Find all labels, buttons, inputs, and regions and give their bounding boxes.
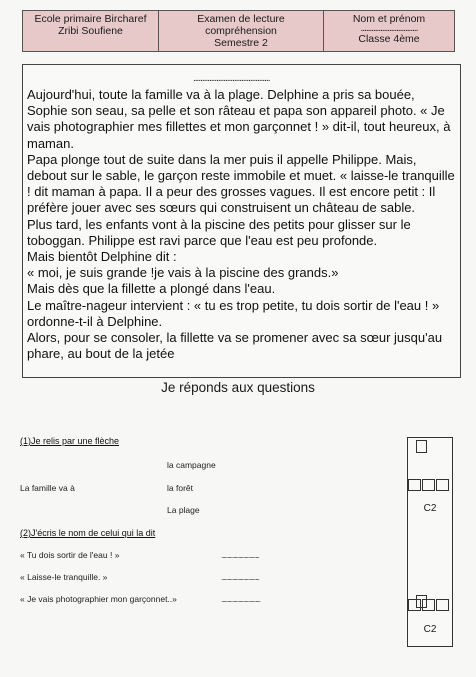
answer-blank-3[interactable]: ................................ bbox=[221, 595, 261, 604]
paragraph: Mais dès que la fillette a plongé dans l'eau. bbox=[27, 281, 276, 297]
score-box[interactable] bbox=[408, 599, 421, 611]
quote-1: « Tu dois sortir de l'eau ! » bbox=[20, 550, 120, 560]
paragraph: Plus tard, les enfants vont à la piscine des petits pour glisser sur le toboggan. Philippe est ravi parce que l'eau est peu profonde. bbox=[27, 216, 411, 248]
option-campagne[interactable]: la campagne bbox=[167, 460, 216, 470]
criterion-label-1: C2 bbox=[423, 503, 437, 514]
paragraph: Le maître-nageur intervient : « tu es trop petite, tu dois sortir de l'eau ! » ordonne-t-il à Delphine. bbox=[27, 297, 440, 329]
reading-text bbox=[27, 87, 457, 362]
answer-blank-2[interactable]: ............................... bbox=[221, 573, 259, 582]
question-2-heading: (2)J'écris le nom de celui qui la dit bbox=[20, 528, 156, 538]
score-box[interactable] bbox=[422, 599, 435, 611]
header-table bbox=[22, 10, 455, 52]
class-label: Classe 4ème bbox=[358, 33, 420, 45]
question-1-heading: (1)Je relis par une flèche bbox=[20, 436, 120, 446]
questions-title: Je réponds aux questions bbox=[161, 380, 315, 395]
score-column bbox=[407, 437, 453, 647]
exam-cell bbox=[159, 11, 324, 52]
score-box[interactable] bbox=[422, 479, 435, 491]
name-field[interactable]: ................................ bbox=[360, 23, 418, 34]
exam-semester: Semestre 2 bbox=[214, 37, 268, 49]
paragraph: Papa plonge tout de suite dans la mer puis il appelle Philippe. Mais, debout sur le sable, le garçon reste immobile et muet. « laisse-le tranquille ! dit maman à papa. Il a peur des grosses vagues. Il est encore petit : Il préfère jouer avec ses sœurs qui construisent un château de sable. bbox=[27, 151, 455, 216]
answer-blank-1[interactable]: ............................... bbox=[221, 551, 259, 560]
option-foret[interactable]: la forêt bbox=[167, 483, 193, 493]
score-box[interactable] bbox=[436, 479, 449, 491]
title-blank[interactable]: ........................................... bbox=[193, 73, 270, 84]
score-boxes-2 bbox=[408, 599, 450, 611]
exam-title: Examen de lecture bbox=[197, 13, 285, 25]
paragraph: Aujourd'hui, toute la famille va à la plage. Delphine a pris sa bouée, Sophie son seau, sa pelle et son râteau et papa son appareil photo. « Je vais photographier mes fillettes et mon garçonnet ! » dit-il, tout heureux, à maman. bbox=[27, 87, 451, 151]
criterion-label-2: C2 bbox=[423, 624, 437, 635]
teacher-name: Zribi Soufiene bbox=[58, 25, 123, 37]
score-boxes-1 bbox=[408, 479, 450, 491]
score-box[interactable] bbox=[436, 599, 449, 611]
score-mark-top bbox=[416, 440, 427, 453]
school-name: Ecole primaire Bircharef bbox=[34, 13, 147, 25]
quote-2: « Laisse-le tranquille. » bbox=[20, 572, 108, 582]
name-label: Nom et prénom bbox=[352, 13, 426, 25]
paragraph: « moi, je suis grande !je vais à la piscine des grands.» bbox=[27, 265, 339, 281]
student-cell bbox=[324, 11, 455, 52]
quote-3: « Je vais photographier mon garçonnet..» bbox=[20, 594, 177, 604]
score-box[interactable] bbox=[408, 479, 421, 491]
reading-text-frame bbox=[22, 64, 461, 378]
paragraph: Mais bientôt Delphine dit : bbox=[27, 249, 177, 265]
option-plage[interactable]: La plage bbox=[167, 505, 200, 515]
left-item-famille[interactable]: La famille va à bbox=[20, 483, 75, 493]
paragraph: Alors, pour se consoler, la fillette va se promener avec sa sœur jusqu'au phare, au bout de la jetée bbox=[27, 330, 443, 362]
school-cell bbox=[23, 11, 159, 52]
exam-subtitle: compréhension bbox=[205, 25, 277, 37]
